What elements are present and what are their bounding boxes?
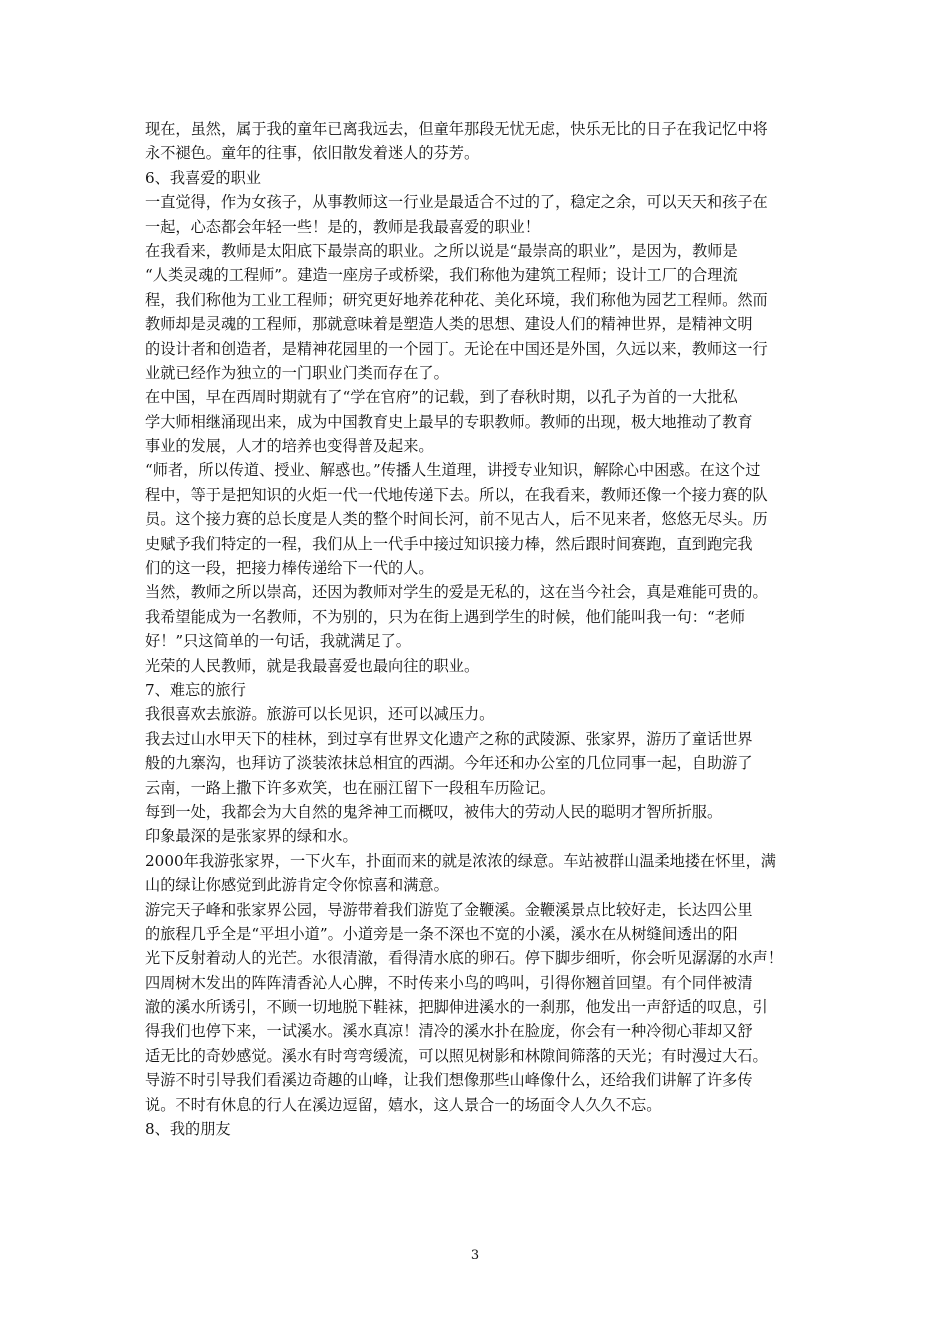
text-line: 导游不时引导我们看溪边奇趣的山峰，让我们想像那些山峰像什么，还给我们讲解了许多传 [145,1071,753,1090]
text-line: 印象最深的是张家界的绿和水。 [145,827,358,846]
text-line: 般的九寨沟，也拜访了淡装浓抹总相宜的西湖。今年还和办公室的几位同事一起，自助游了 [145,754,753,773]
page-number: 3 [470,1248,480,1263]
text-line: 山的绿让你感觉到此游肯定令你惊喜和满意。 [145,876,449,895]
text-line: 得我们也停下来，一试溪水。溪水真凉！清冷的溪水扑在脸庞，你会有一种冷彻心菲却又舒 [145,1022,753,1041]
text-line: 一起，心态都会年轻一些！是的，教师是我最喜爱的职业！ [145,217,540,236]
text-line: 7、难忘的旅行 [145,680,246,699]
text-line: 光荣的人民教师，就是我最喜爱也最向往的职业。 [145,656,480,675]
text-line: 史赋予我们特定的一程，我们从上一代手中接过知识接力棒，然后跟时间赛跑，直到跑完我 [145,534,753,553]
text-line: 当然，教师之所以崇高，还因为教师对学生的爱是无私的，这在当今社会，真是难能可贵的。 [145,583,768,602]
text-line: 们的这一段，把接力棒传递给下一代的人。 [145,559,434,578]
text-line: 光下反射着动人的光芒。水很清澈，看得清水底的卵石。停下脚步细听，你会听见潺潺的水声！ [145,949,783,968]
text-line: 业就已经作为独立的一门职业门类而存在了。 [145,363,449,382]
text-line: 好！”只这简单的一句话，我就满足了。 [145,632,411,651]
text-line: 事业的发展，人才的培养也变得普及起来。 [145,437,434,456]
text-line: 8、我的朋友 [145,1120,231,1139]
text-line: 教师却是灵魂的工程师，那就意味着是塑造人类的思想、建设人们的精神世界，是精神文明 [145,315,753,334]
text-line: 游完天子峰和张家界公园，导游带着我们游览了金鞭溪。金鞭溪景点比较好走，长达四公里 [145,900,753,919]
text-line: 澈的溪水所诱引，不顾一切地脱下鞋袜，把脚伸进溪水的一刹那，他发出一声舒适的叹息，引 [145,998,768,1017]
document-body [145,117,813,1141]
text-line: 适无比的奇妙感觉。溪水有时弯弯缓流，可以照见树影和林隙间筛落的天光；有时漫过大石。 [145,1046,768,1065]
text-line: “师者，所以传道、授业、解惑也。”传播人生道理，讲授专业知识，解除心中困惑。在这个过 [145,461,761,480]
text-line: 6、我喜爱的职业 [145,168,261,187]
text-line: 在我看来，教师是太阳底下最崇高的职业。之所以说是“最崇高的职业”，是因为，教师是 [145,241,738,260]
text-line: 在中国，早在西周时期就有了“学在官府”的记载，到了春秋时期，以孔子为首的一大批私 [145,388,738,407]
text-line: 员。这个接力赛的总长度是人类的整个时间长河，前不见古人，后不见来者，悠悠无尽头。历 [145,510,768,529]
text-line: 现在，虽然，属于我的童年已离我远去，但童年那段无忧无虑，快乐无比的日子在我记忆中将 [145,120,768,138]
text-line: 的旅程几乎全是“平坦小道”。小道旁是一条不深也不宽的小溪，溪水在从树缝间透出的阳 [145,924,738,943]
text-line: “人类灵魂的工程师”。建造一座房子或桥梁，我们称他为建筑工程师；设计工厂的合理流 [145,266,738,285]
text-line: 学大师相继涌现出来，成为中国教育史上最早的专职教师。教师的出现，极大地推动了教育 [145,412,753,431]
text-line: 程中，等于是把知识的火炬一代一代地传递下去。所以，在我看来，教师还像一个接力赛的队 [145,485,768,504]
text-line: 程，我们称他为工业工程师；研究更好地养花种花、美化环境，我们称他为园艺工程师。然而 [145,290,768,309]
text-line: 的设计者和创造者，是精神花园里的一个园丁。无论在中国还是外国，久远以来，教师这一行 [145,339,768,358]
text-line: 我希望能成为一名教师，不为别的，只为在街上遇到学生的时候，他们能叫我一句：“老师 [145,607,746,626]
text-line: 云南，一路上撒下许多欢笑，也在丽江留下一段租车历险记。 [145,778,556,797]
text-line: 我去过山水甲天下的桂林，到过享有世界文化遗产之称的武陵源、张家界，游历了童话世界 [145,729,753,748]
text-line: 四周树木发出的阵阵清香沁人心脾，不时传来小鸟的鸣叫，引得你翘首回望。有个同伴被清 [145,973,753,992]
text-line: 2000年我游张家界，一下火车，扑面而来的就是浓浓的绿意。车站被群山温柔地搂在怀里，满 [145,851,776,870]
text-line: 每到一处，我都会为大自然的鬼斧神工而概叹，被伟大的劳动人民的聪明才智所折服。 [145,802,723,821]
text-line: 说。不时有休息的行人在溪边逗留，嬉水，这人景合一的场面令人久久不忘。 [145,1095,662,1114]
text-line: 永不褪色。童年的往事，依旧散发着迷人的芬芳。 [145,144,480,163]
text-line: 一直觉得，作为女孩子，从事教师这一行业是最适合不过的了，稳定之余，可以天天和孩子在 [145,193,768,212]
text-line: 我很喜欢去旅游。旅游可以长见识，还可以减压力。 [145,705,495,724]
